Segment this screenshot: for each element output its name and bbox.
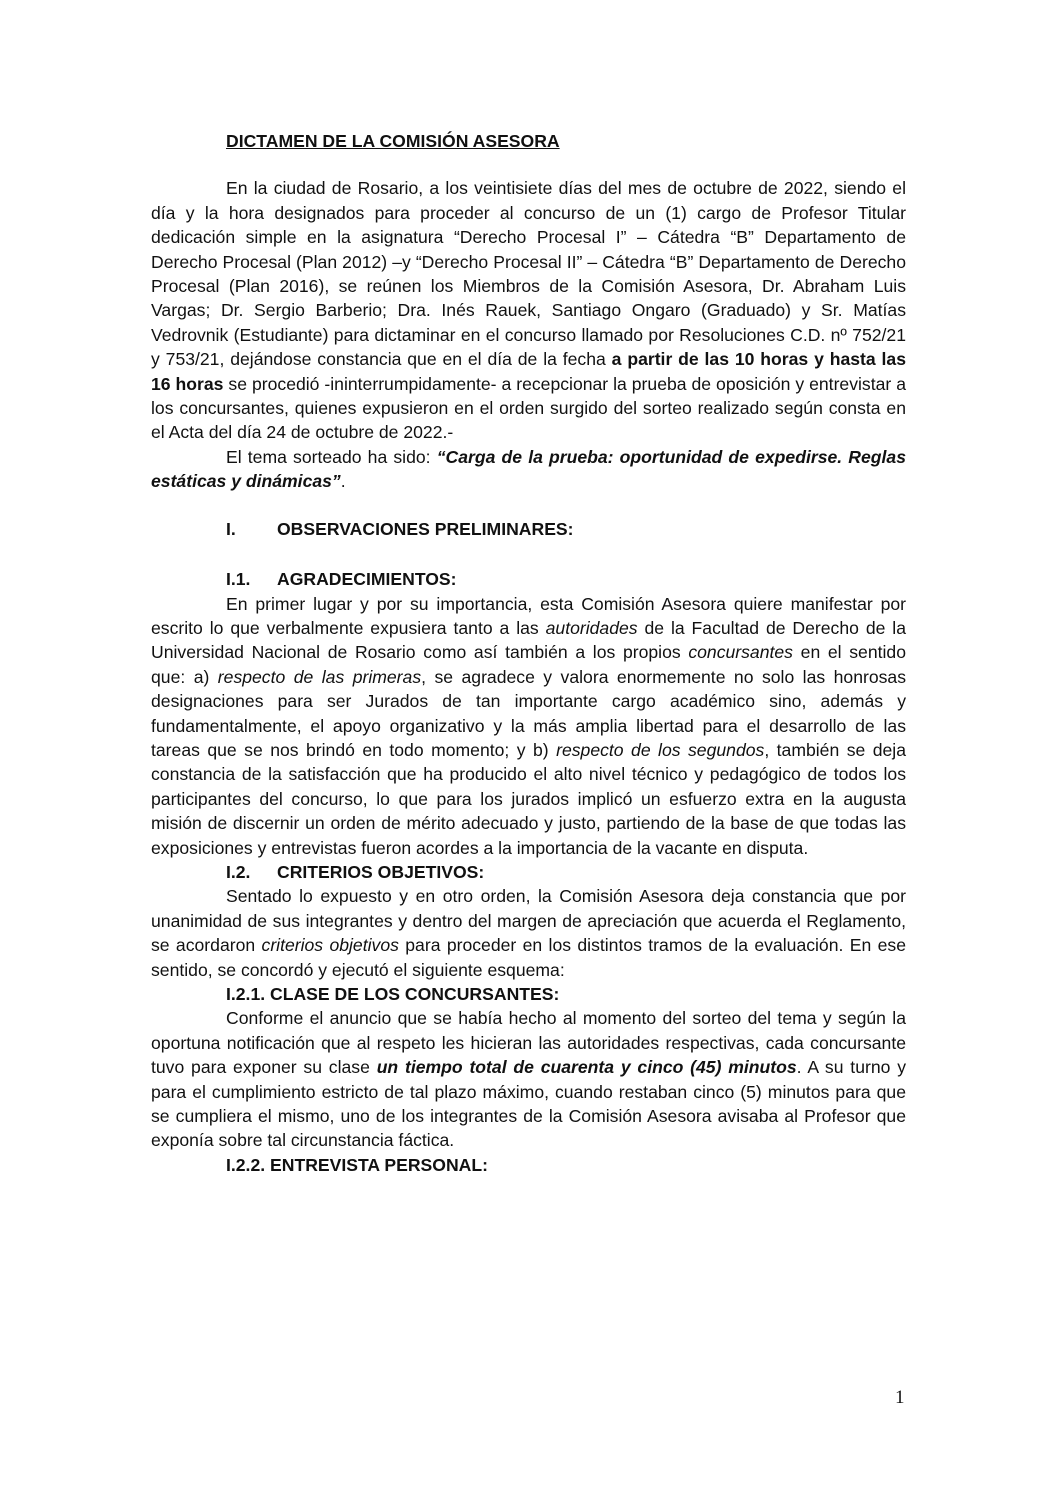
section-heading-agradecimientos: I.1. AGRADECIMIENTOS: <box>226 569 457 590</box>
document-title: DICTAMEN DE LA COMISIÓN ASESORA <box>226 131 560 151</box>
page-number: 1 <box>895 1387 905 1408</box>
schedule-emphasis: a partir de las 10 horas y hasta las 16 horas <box>151 349 906 394</box>
section-heading-entrevista: I.2.2. ENTREVISTA PERSONAL: <box>226 1154 488 1175</box>
time-emphasis: un tiempo total de cuarenta y cinco (45) minutos <box>376 1057 797 1078</box>
intro-paragraph: En la ciudad de Rosario, a los veintisiete días del mes de octubre de 2022, siendo el día y la hora designados para proceder al concurso de un (1) cargo de Profesor Titular dedicación simple en la asignatura “Derecho Procesal I” – Cátedra “B” Departamento de Derecho Procesal (Plan 2012) –y “Derecho Procesal II” – Cátedra “B” Departamento de Derecho Procesal (Plan 2016), se reúnen los Miembros de la Comisión Asesora, Dr. Abraham Luis Vargas; Dr. Sergio Barberio; Dra. Inés Rauek, Santiago Ongaro (Graduado) y Sr. Matías Vedrovnik (Estudiante) para dictaminar en el concurso llamado por Resoluciones C.D. nº 752/21 y 753/21, dejándose constancia que en el día de la fecha a partir de las 10 horas y hasta las 16 horas se procedió -ininterrumpidamente- a recepcionar la prueba de oposición y entrevistar a los concursantes, quienes expusieron en el orden surgido del sorteo realizado según consta en el Acta del día 24 de octubre de 2022.- <box>151 178 906 443</box>
section-heading-criterios: I.2. CRITERIOS OBJETIVOS: <box>226 861 485 882</box>
section-heading-observaciones: I. OBSERVACIONES PRELIMINARES: <box>226 518 574 539</box>
topic-emphasis: “Carga de la prueba: oportunidad de expedirse. Reglas estáticas y dinámicas” <box>151 446 906 492</box>
topic-paragraph: El tema sorteado ha sido: “Carga de la prueba: oportunidad de expedirse. Reglas estáticas y dinámicas”. <box>151 446 906 492</box>
document-body <box>151 129 906 1177</box>
section-heading-clase: I.2.1. CLASE DE LOS CONCURSANTES: <box>226 984 560 1004</box>
agradecimientos-paragraph: En primer lugar y por su importancia, esta Comisión Asesora quiere manifestar por escrito lo que verbalmente expusiera tanto a las autoridades de la Facultad de Derecho de la Universidad Nacional de Rosario como así también a los propios concursantes en el sentido que: a) respecto de las primeras, se agradece y valora enormemente no solo las honrosas designaciones para ser Jurados de tan importante cargo académico sino, además y fundamentalmente, el apoyo organizativo y la más amplia libertad para el desarrollo de las tareas que se nos brindó en todo momento; y b) respecto de los segundos, también se deja constancia de la satisfacción que ha producido el alto nivel técnico y pedagógico de todos los participantes del concurso, lo que para los jurados implicó un esfuerzo extra en la augusta misión de discernir un orden de mérito adecuado y justo, partiendo de la base de que todas las exposiciones y entrevistas fueron acordes a la importancia de la vacante en disputa. <box>151 593 906 858</box>
criterios-paragraph: Sentado lo expuesto y en otro orden, la Comisión Asesora deja constancia que por unanimidad de sus integrantes y dentro del margen de apreciación que acuerda el Reglamento, se acordaron criterios objetivos para proceder en los distintos tramos de la evaluación. En ese sentido, se concordó y ejecutó el siguiente esquema: <box>151 886 906 980</box>
clase-paragraph: Conforme el anuncio que se había hecho al momento del sorteo del tema y según la oportuna notificación que al respeto les hicieran las autoridades respectivas, cada concursante tuvo para exponer su clase un tiempo total de cuarenta y cinco (45) minutos. A su turno y para el cumplimiento estricto de tal plazo máximo, cuando restaban cinco (5) minutos para que se cumpliera el mismo, uno de los integrantes de la Comisión Asesora avisaba al Profesor que exponía sobre tal circunstancia fáctica. <box>151 1008 906 1151</box>
